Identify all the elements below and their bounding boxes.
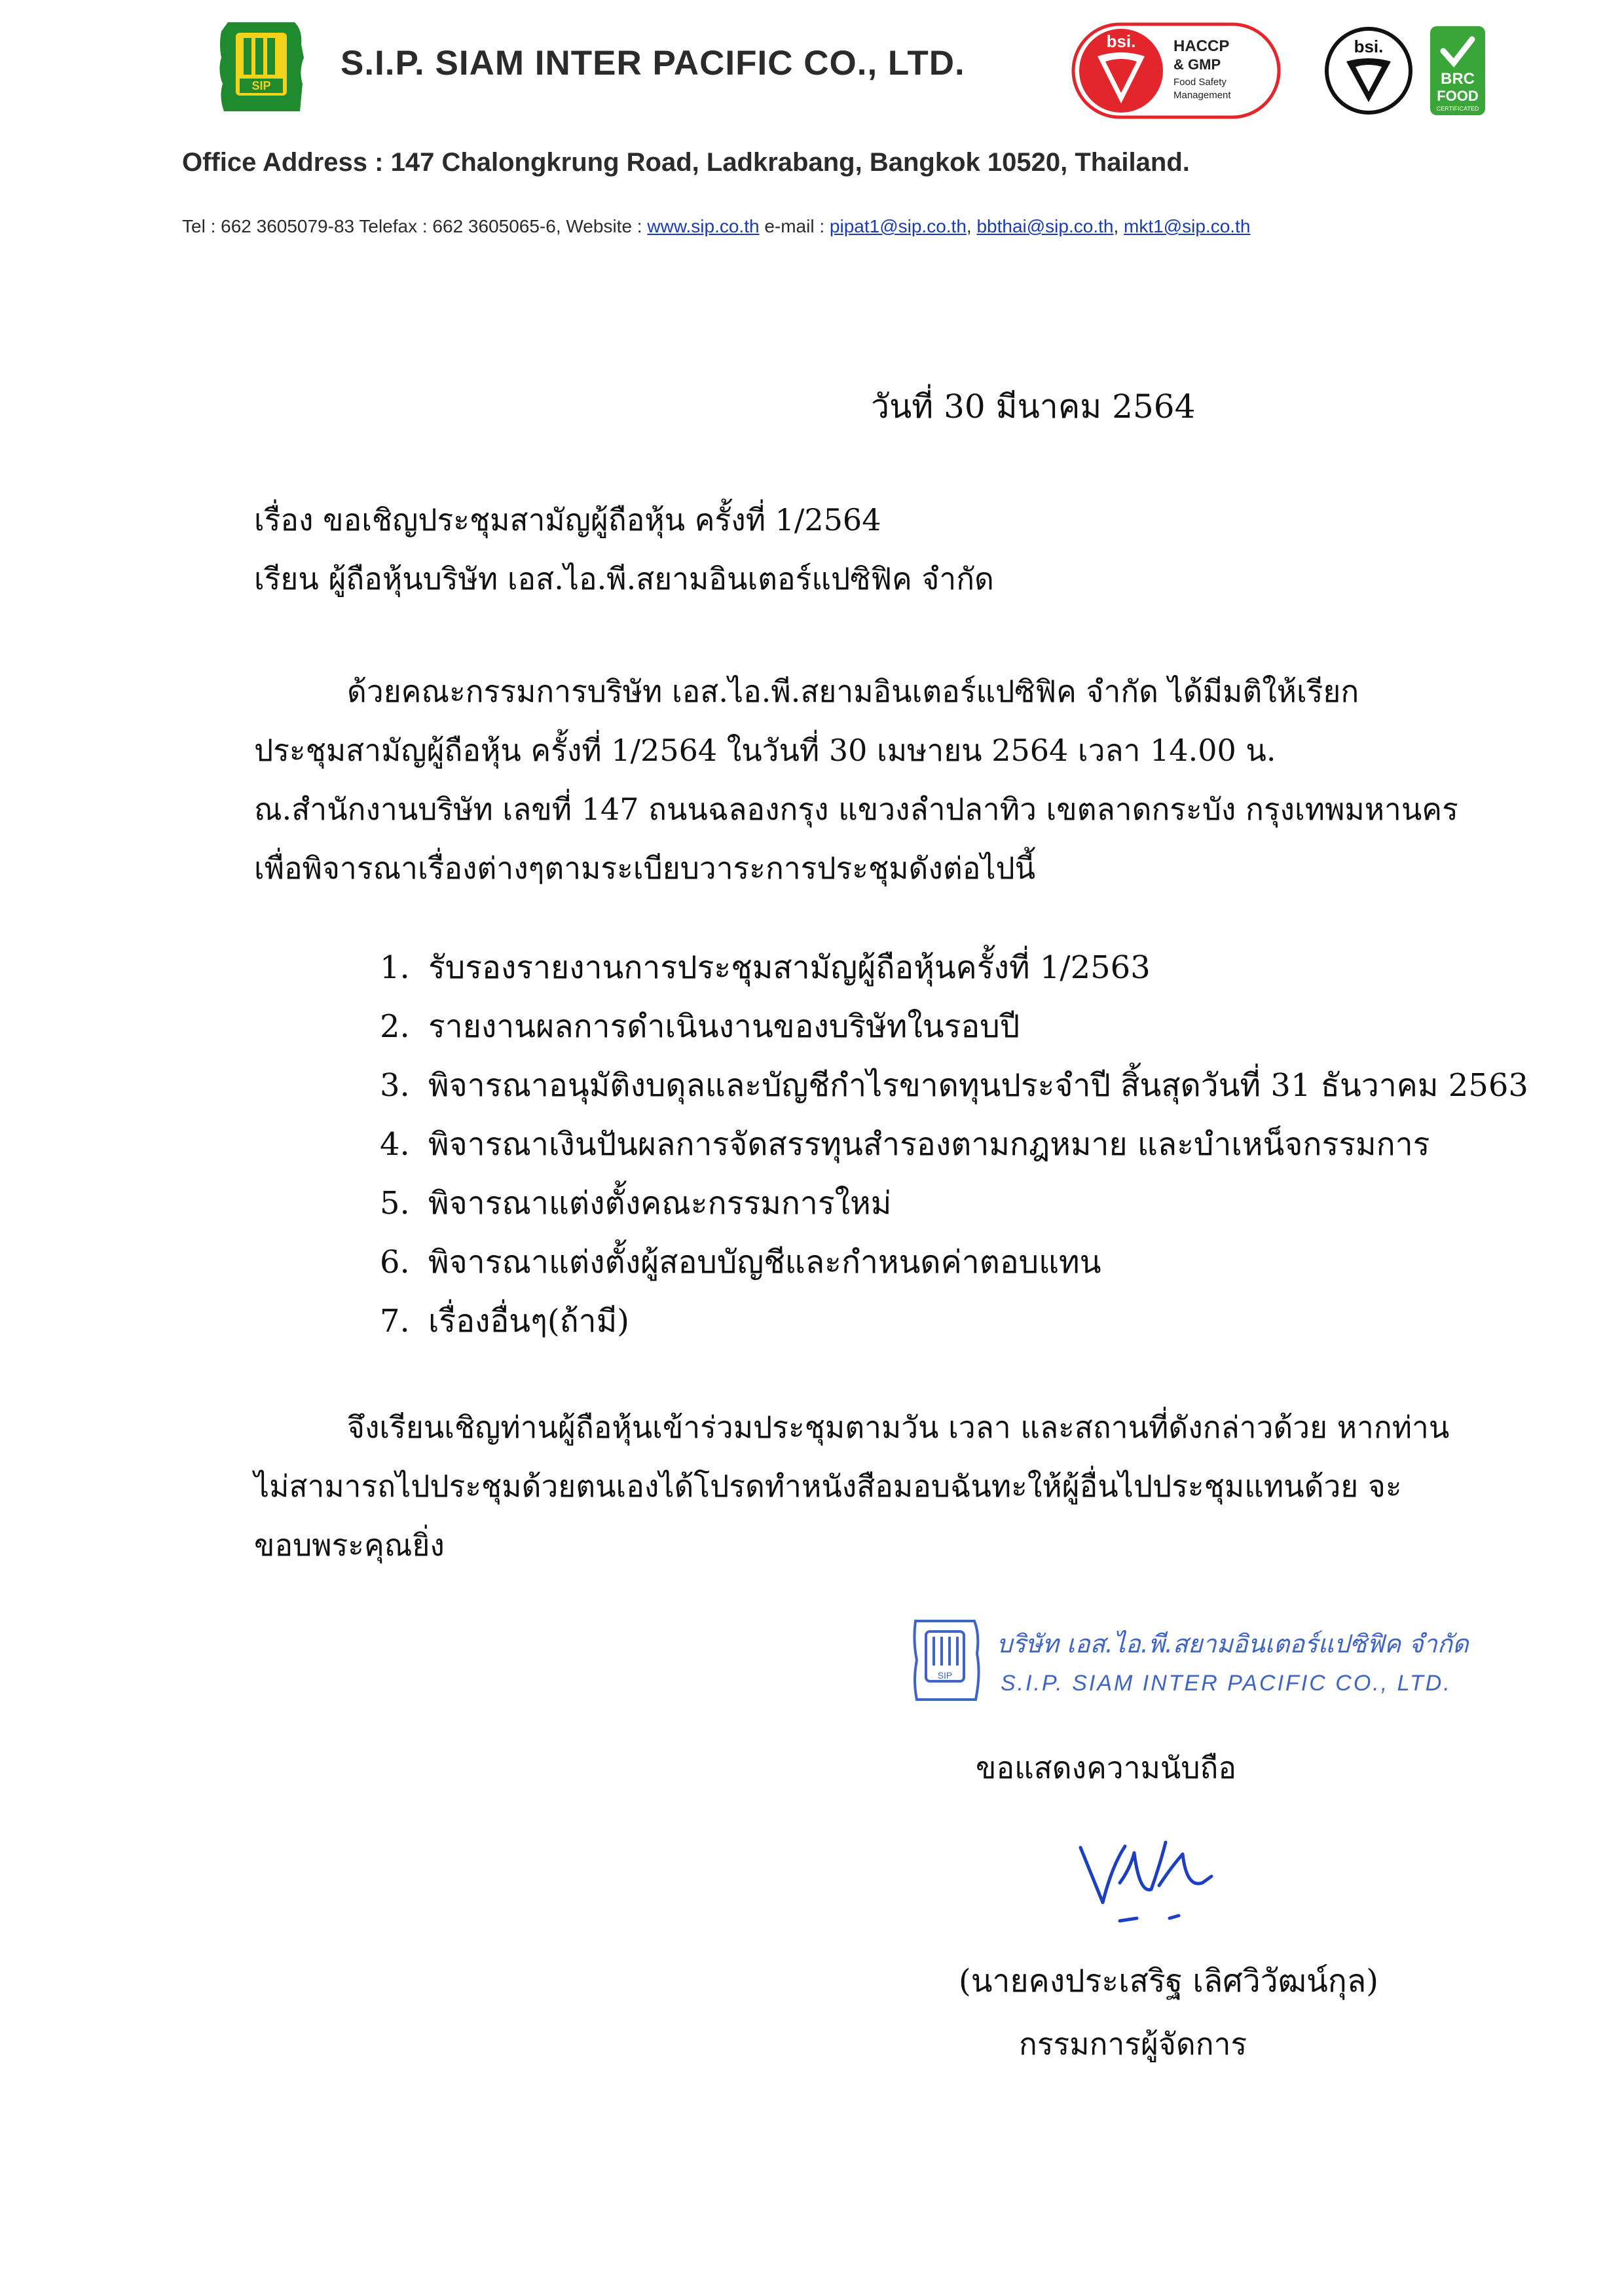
stamp-thai-name: บริษัท เอส.ไอ.พี.สยามอินเตอร์แปซิฟิค จำกัด [997,1630,1469,1658]
contact-line [182,216,1250,237]
agenda-number: 4. [380,1126,410,1163]
signature-icon [1074,1820,1231,1938]
agenda-number: 3. [380,1067,410,1104]
haccp-line4: Management [1173,90,1231,101]
brc-line3: CERTIFICATED [1436,105,1479,112]
agenda-text: เรื่องอื่นๆ(ถ้ามี) [428,1303,629,1339]
agenda-item [380,1296,629,1346]
haccp-line1: HACCP [1173,37,1230,55]
bsi-certificate-icon [1323,25,1414,117]
closing-line-2: ไม่สามารถไปประชุมด้วยตนเองได้โปรดทำหนังสือมอบฉันทะให้ผู้อื่นไปประชุมแทนด้วย จะ [254,1468,1402,1504]
agenda-item [380,1002,1020,1051]
company-name: S.I.P. SIAM INTER PACIFIC CO., LTD. [341,44,965,82]
office-address: Office Address : 147 Chalongkrung Road, Ladkrabang, Bangkok 10520, Thailand. [182,148,1190,177]
haccp-bsi-label: bsi. [1106,31,1136,51]
closing-regards: ขอแสดงความนับถือ [976,1750,1237,1785]
email-link-mkt[interactable]: mkt1@sip.co.th [1124,216,1251,236]
agenda-item [380,943,1151,993]
agenda-text: พิจารณาเงินปันผลการจัดสรรทุนสำรองตามกฎหมาย และบำเหน็จกรรมการ [428,1126,1430,1163]
email-link-pipat[interactable]: pipat1@sip.co.th [829,216,967,236]
logo-text: SIP [251,79,271,92]
haccp-certificate-icon [1071,22,1281,119]
agenda-text: พิจารณาอนุมัติงบดุลและบัญชีกำไรขาดทุนประจำปี สิ้นสุดวันที่ 31 ธันวาคม 2563 [428,1067,1528,1104]
agenda-number: 6. [380,1244,410,1281]
closing-line-1: จึงเรียนเชิญท่านผู้ถือหุ้นเข้าร่วมประชุมตามวัน เวลา และสถานที่ดังกล่าวด้วย หากท่าน [347,1410,1450,1445]
company-stamp-icon [912,1614,1469,1706]
email-link-bbthai[interactable]: bbthai@sip.co.th [976,216,1114,236]
agenda-text: รับรองรายงานการประชุมสามัญผู้ถือหุ้นครั้งที่ 1/2563 [428,949,1151,986]
closing-line-3: ขอบพระคุณยิ่ง [254,1527,445,1563]
sip-logo-icon [216,18,306,115]
intro-line-3: ณ.สำนักงานบริษัท เลขที่ 147 ถนนฉลองกรุง แขวงลำปลาทิว เขตลาดกระบัง กรุงเทพมหานคร [254,792,1458,827]
email-separator: , [1113,216,1124,236]
intro-line-1: ด้วยคณะกรรมการบริษัท เอส.ไอ.พี.สยามอินเตอร์แปซิฟิค จำกัด ได้มีมติให้เรียก [347,674,1359,709]
brc-certificate-icon [1429,25,1486,117]
email-label: e-mail : [759,216,830,236]
signer-name: (นายคงประเสริฐ เลิศวิวัฒน์กุล) [959,1963,1378,1999]
brc-line1: BRC [1441,70,1475,88]
stamp-english-name: S.I.P. SIAM INTER PACIFIC CO., LTD. [1001,1671,1452,1696]
haccp-line3: Food Safety [1173,77,1227,88]
agenda-number: 1. [380,949,410,986]
intro-line-4: เพื่อพิจารณาเรื่องต่างๆตามระเบียบวาระการประชุมดังต่อไปนี้ [254,850,1036,886]
signer-title: กรรมการผู้จัดการ [1019,2026,1247,2062]
letter-subject: เรื่อง ขอเชิญประชุมสามัญผู้ถือหุ้น ครั้งที่ 1/2564 [254,502,881,538]
letter-date: วันที่ 30 มีนาคม 2564 [871,388,1196,426]
agenda-item [380,1120,1430,1169]
haccp-line2: & GMP [1173,56,1221,73]
agenda-text: พิจารณาแต่งตั้งผู้สอบบัญชีและกำหนดค่าตอบแทน [428,1244,1101,1281]
agenda-item [380,1237,1101,1287]
letter-recipient: เรียน ผู้ถือหุ้นบริษัท เอส.ไอ.พี.สยามอินเตอร์แปซิฟิค จำกัด [254,561,994,596]
agenda-item [380,1061,1528,1110]
agenda-number: 2. [380,1008,410,1045]
stamp-logo-text: SIP [937,1670,953,1681]
agenda-item [380,1178,891,1228]
agenda-text: รายงานผลการดำเนินงานของบริษัทในรอบปี [428,1008,1020,1045]
bsi-label: bsi. [1354,37,1384,56]
agenda-text: พิจารณาแต่งตั้งคณะกรรมการใหม่ [428,1185,892,1222]
email-separator: , [966,216,977,236]
agenda-number: 5. [380,1185,410,1222]
tel-fax-text: Tel : 662 3605079-83 Telefax : 662 3605065-6, Website : [182,216,648,236]
brc-line2: FOOD [1437,88,1479,104]
website-link[interactable]: www.sip.co.th [647,216,760,236]
intro-line-2: ประชุมสามัญผู้ถือหุ้น ครั้งที่ 1/2564 ในวันที่ 30 เมษายน 2564 เวลา 14.00 น. [254,733,1276,768]
agenda-number: 7. [380,1303,410,1339]
